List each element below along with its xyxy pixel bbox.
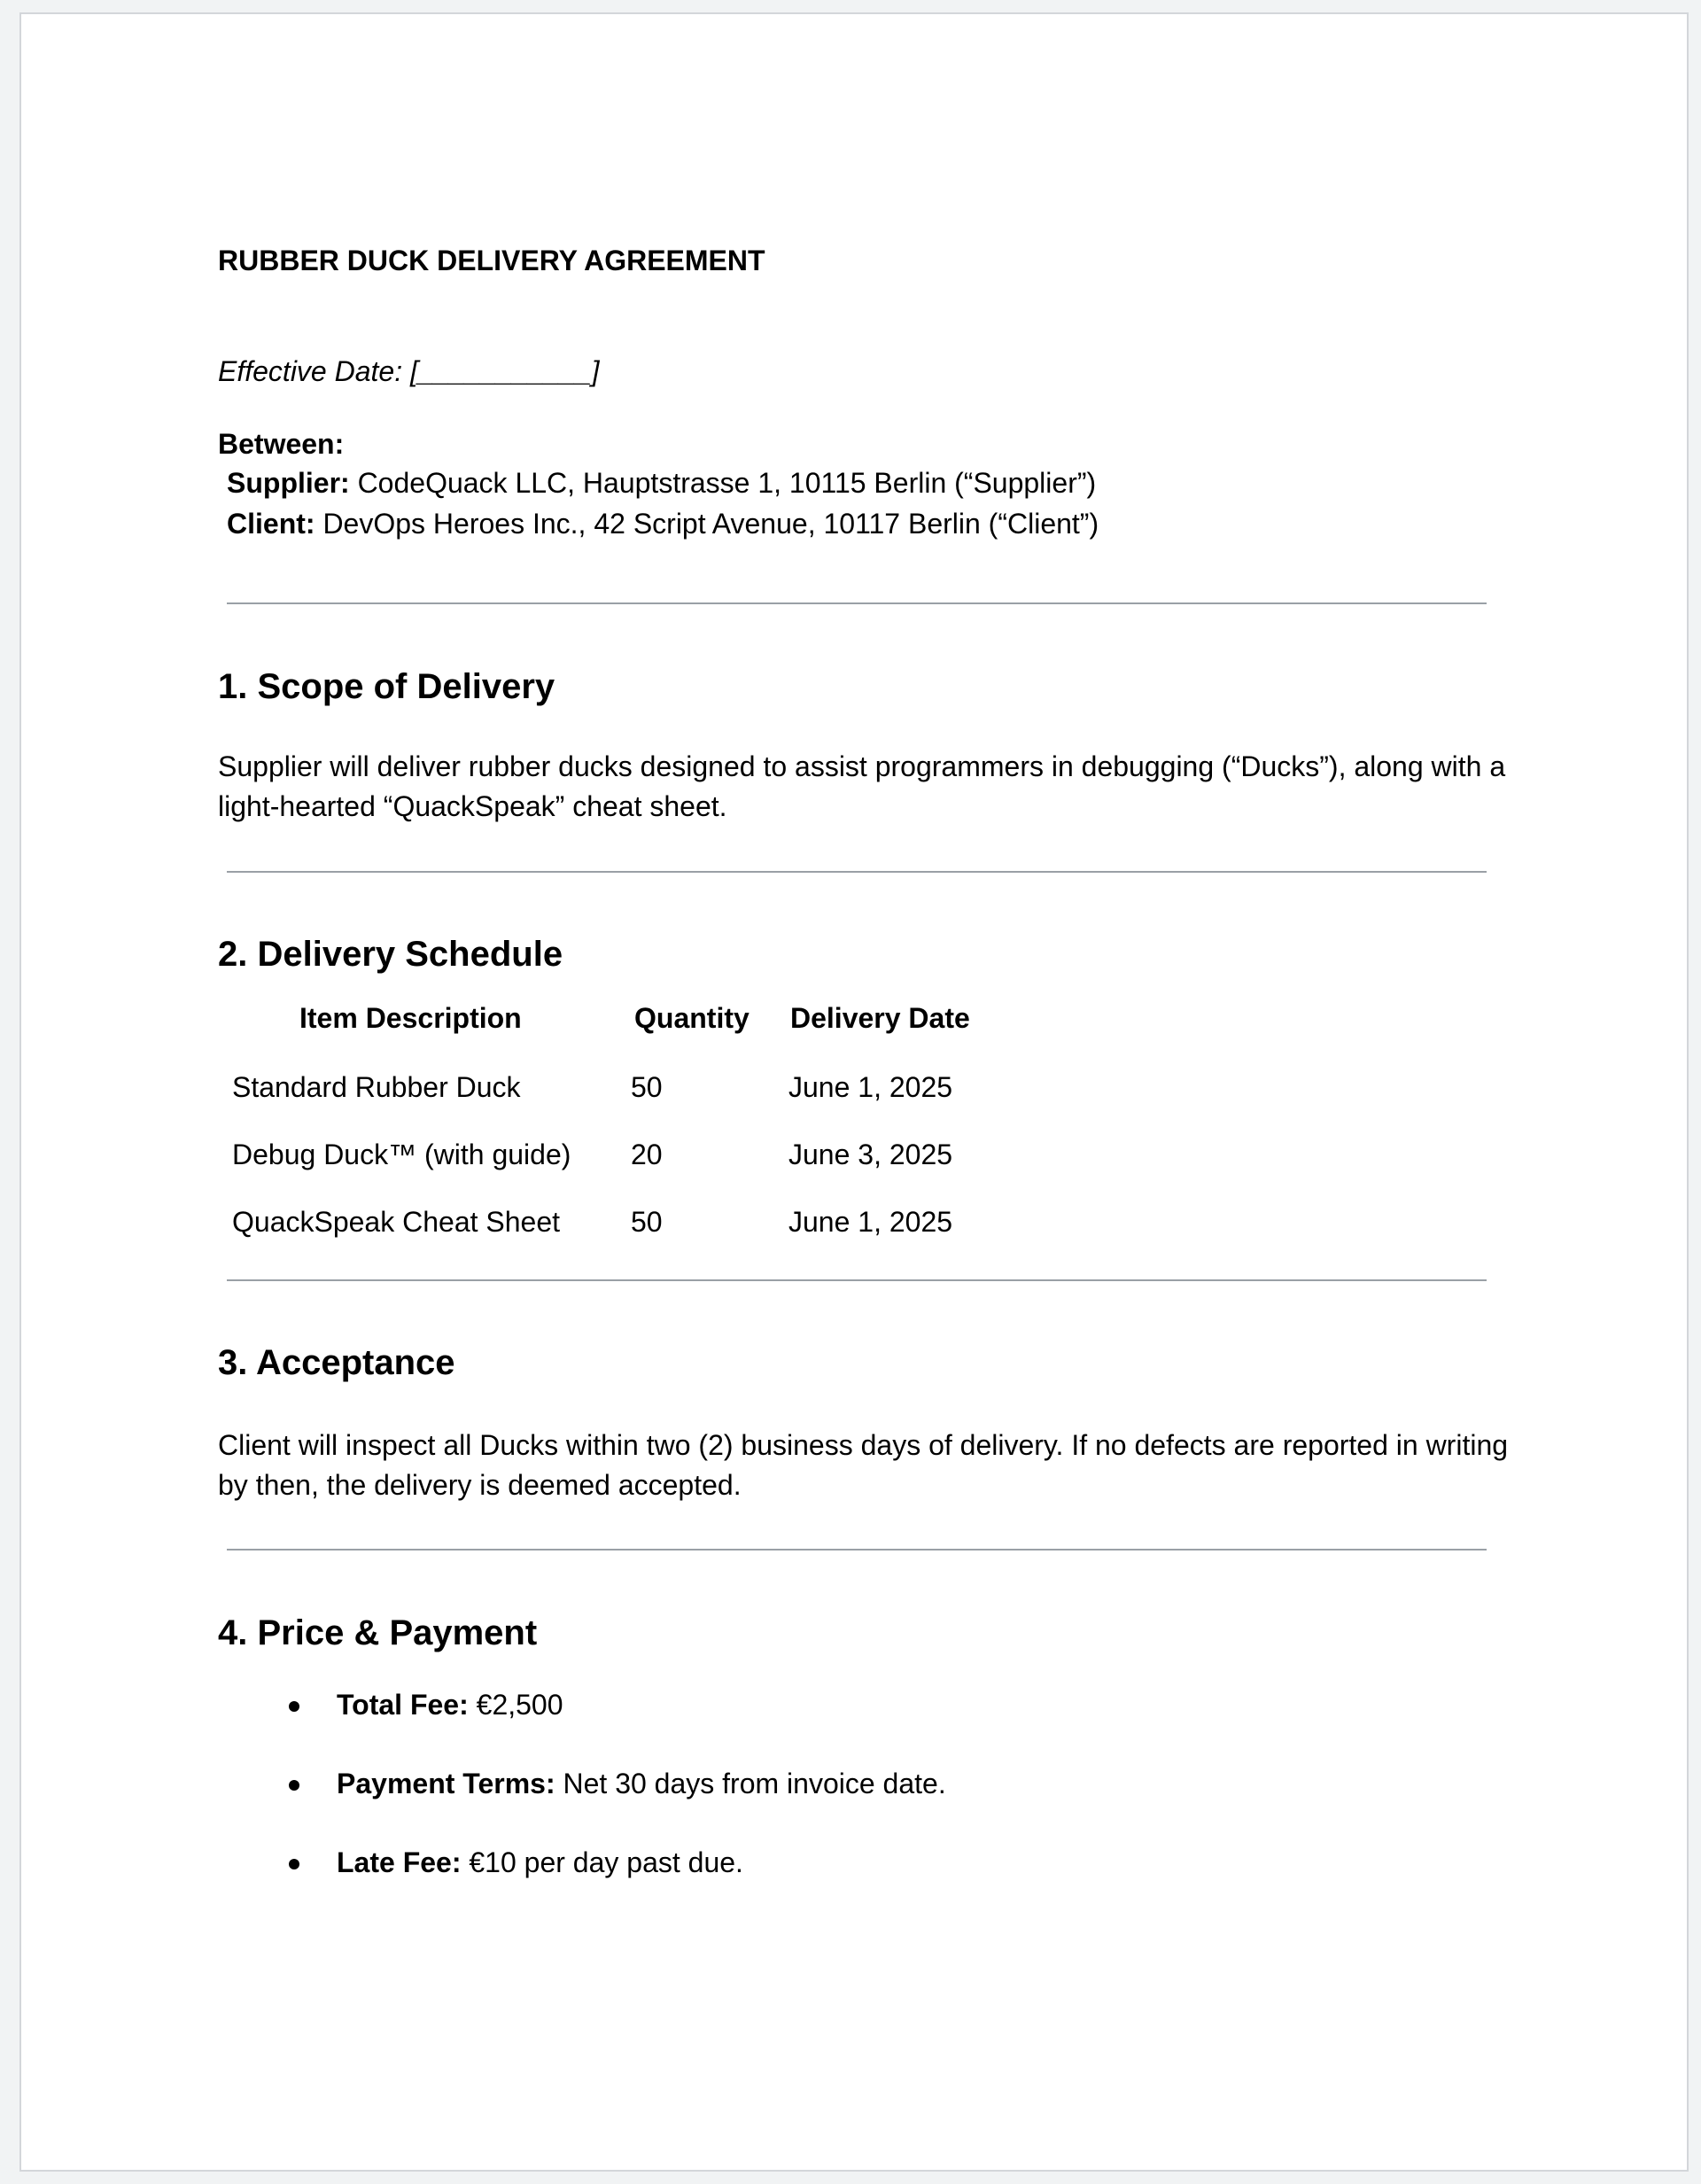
column-header-item-description: Item Description <box>299 1002 522 1034</box>
section-divider <box>227 1549 1487 1551</box>
bullet-icon <box>289 1859 299 1869</box>
item-description-cell: Standard Rubber Duck <box>232 1071 521 1103</box>
effective-date-field: Effective Date: [___________] <box>218 355 600 387</box>
client-line <box>227 508 1099 540</box>
section-heading-payment: 4. Price & Payment <box>218 1613 538 1652</box>
bullet-icon <box>289 1780 299 1791</box>
supplier-label: Supplier: <box>227 467 350 499</box>
section-divider <box>227 871 1487 873</box>
quantity-cell: 20 <box>631 1139 663 1170</box>
list-item-text <box>337 1846 743 1879</box>
term-label: Total Fee: <box>337 1689 469 1721</box>
section-heading-scope: 1. Scope of Delivery <box>218 667 555 706</box>
item-description-cell: Debug Duck™ (with guide) <box>232 1139 571 1170</box>
document-page <box>19 12 1689 2172</box>
list-item-text <box>337 1768 946 1800</box>
term-label: Payment Terms: <box>337 1768 555 1799</box>
column-header-delivery-date: Delivery Date <box>790 1002 970 1034</box>
document-title: RUBBER DUCK DELIVERY AGREEMENT <box>218 245 765 276</box>
quantity-cell: 50 <box>631 1206 663 1238</box>
column-header-quantity: Quantity <box>634 1002 750 1034</box>
term-value: €10 per day past due. <box>461 1846 743 1878</box>
client-label: Client: <box>227 508 315 540</box>
section-heading-acceptance: 3. Acceptance <box>218 1343 455 1382</box>
delivery-date-cell: June 1, 2025 <box>788 1071 953 1103</box>
term-value: €2,500 <box>468 1689 563 1721</box>
section-heading-schedule: 2. Delivery Schedule <box>218 935 563 974</box>
bullet-icon <box>289 1701 299 1712</box>
item-description-cell: QuackSpeak Cheat Sheet <box>232 1206 561 1238</box>
acceptance-paragraph: Client will inspect all Ducks within two (2) business days of delivery. If no defects are reported in writing by then, the delivery is deemed accepted. <box>218 1429 1509 1501</box>
list-item-text <box>337 1689 563 1722</box>
quantity-cell: 50 <box>631 1071 663 1103</box>
delivery-date-cell: June 1, 2025 <box>788 1206 953 1238</box>
section-divider <box>227 1279 1487 1281</box>
between-label: Between: <box>218 428 345 460</box>
supplier-details: CodeQuack LLC, Hauptstrasse 1, 10115 Berlin (“Supplier”) <box>349 467 1097 499</box>
term-value: Net 30 days from invoice date. <box>555 1768 946 1799</box>
supplier-line <box>227 467 1096 500</box>
delivery-date-cell: June 3, 2025 <box>788 1139 953 1170</box>
section-divider <box>227 602 1487 604</box>
client-details: DevOps Heroes Inc., 42 Script Avenue, 10117 Berlin (“Client”) <box>315 508 1099 540</box>
scope-paragraph: Supplier will deliver rubber ducks designed to assist programmers in debugging (“Ducks”), along with a light-hearted “QuackSpeak” cheat sheet. <box>218 750 1506 822</box>
term-label: Late Fee: <box>337 1846 462 1878</box>
